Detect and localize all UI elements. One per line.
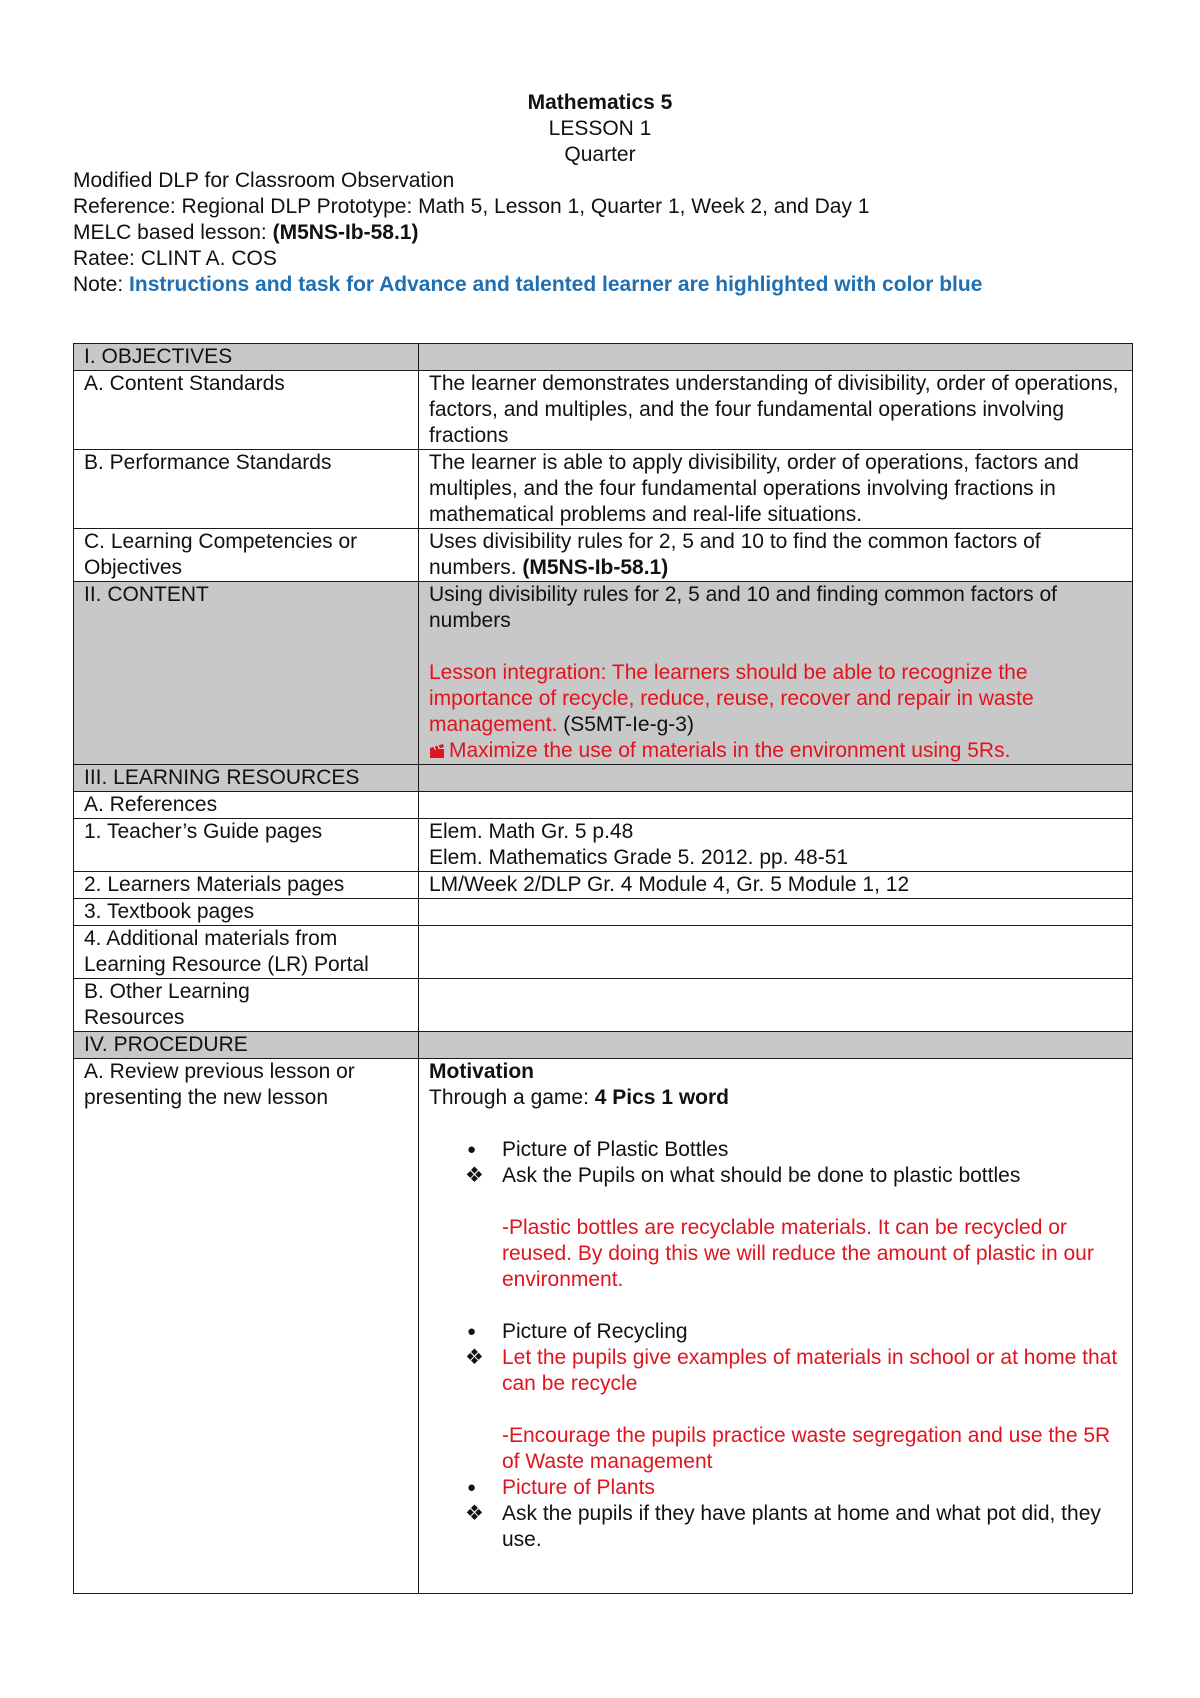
review-cell [419,1059,1133,1594]
motivation-heading: Motivation [429,1060,534,1083]
additional-materials-empty [419,926,1133,979]
resources-empty [419,765,1133,792]
list-item: ● Picture of Plants [467,1476,655,1499]
integration-goal: Maximize the use of materials in the environment using 5Rs. [449,739,1011,762]
objectives-empty [419,344,1133,371]
references-empty [419,792,1133,819]
list-item: ● Picture of Plastic Bottles [467,1138,729,1161]
list-item: ❖ Ask the Pupils on what should be done to plastic bottles [465,1164,1021,1187]
melc-label: MELC based lesson: [73,221,273,244]
integration-code: (S5MT-Ie-g-3) [557,713,694,736]
integration-text: Lesson integration: The learners should be able to recognize the importance of recycle, reduce, reuse, recover and repair in waste management. [429,661,1034,736]
additional-materials-row [74,926,1133,979]
list-item: ❖ Let the pupils give examples of materials in school or at home that can be recycle [465,1346,1118,1395]
bullet-dot-icon: ● [467,1479,477,1496]
additional-materials-label: 4. Additional materials from Learning Resource (LR) Portal [74,926,419,979]
textbook-row [74,899,1133,926]
note-text: Instructions and task for Advance and talented learner are highlighted with color blue [129,273,983,296]
learners-materials-label: 2. Learners Materials pages [74,872,419,899]
procedure-empty [419,1032,1133,1059]
review-label: A. Review previous lesson or presenting the new lesson [74,1059,419,1594]
dlp-type: Modified DLP for Classroom Observation [73,169,455,192]
melc-line [73,220,418,246]
game-label: Through a game: [429,1086,595,1109]
note-line [73,272,982,298]
subject-title: Mathematics 5 [527,91,673,114]
quarter-title: Quarter [564,143,636,166]
resources-row [74,765,1133,792]
bullet-dot-icon: ● [467,1323,477,1340]
list-item: ❖ Ask the pupils if they have plants at home and what pot did, they use. [465,1502,1101,1551]
teachers-guide-line1: Elem. Math Gr. 5 p.48 [429,820,634,843]
list-item: ● Picture of Recycling [467,1320,688,1343]
competencies-row [74,529,1133,582]
diamond-bullet-icon: ❖ [465,1502,484,1525]
objectives-row [74,344,1133,371]
item1-note: -Plastic bottles are recyclable materials. It can be recycled or reused. By doing this we will reduce the amount of plastic in our environment. [502,1216,1094,1291]
clapperboard-icon [429,743,445,759]
ratee-line: Ratee: CLINT A. COS [73,247,277,270]
other-resources-empty [419,979,1133,1032]
competencies-text: Uses divisibility rules for 2, 5 and 10 to find the common factors of numbers. [429,530,1041,579]
teachers-guide-line2: Elem. Mathematics Grade 5. 2012. pp. 48-51 [429,846,849,869]
content-standards-row [74,371,1133,450]
reference-line: Reference: Regional DLP Prototype: Math 5, Lesson 1, Quarter 1, Week 2, and Day 1 [73,195,870,218]
textbook-empty [419,899,1133,926]
textbook-label: 3. Textbook pages [74,899,419,926]
other-resources-row [74,979,1133,1032]
performance-standards-text: The learner is able to apply divisibility, order of operations, factors and multiples, and the four fundamental operations involving fractions in mathematical problems and real-life situations. [419,450,1133,529]
lesson-title: LESSON 1 [548,117,652,140]
diamond-bullet-icon: ❖ [465,1346,484,1369]
procedure-row [74,1032,1133,1059]
learners-materials-value: LM/Week 2/DLP Gr. 4 Module 4, Gr. 5 Module 1, 12 [419,872,1133,899]
competencies-cell [419,529,1133,582]
content-text: Using divisibility rules for 2, 5 and 10 and finding common factors of numbers [429,583,1057,632]
teachers-guide-cell [419,819,1133,872]
dlp-table [73,343,1133,1594]
review-row [74,1059,1133,1594]
content-standards-label: A. Content Standards [74,371,419,450]
teachers-guide-row [74,819,1133,872]
teachers-guide-label: 1. Teacher’s Guide pages [74,819,419,872]
melc-code: (M5NS-Ib-58.1) [272,221,419,244]
performance-standards-row [74,450,1133,529]
game-line [429,1085,1122,1111]
competencies-label: C. Learning Competencies or Objectives [74,529,419,582]
resources-heading: III. LEARNING RESOURCES [74,765,419,792]
objectives-heading: I. OBJECTIVES [74,344,419,371]
content-heading: II. CONTENT [74,582,419,765]
item2-note: -Encourage the pupils practice waste segregation and use the 5R of Waste management [502,1424,1111,1473]
learners-materials-row [74,872,1133,899]
references-row [74,792,1133,819]
competencies-code: (M5NS-Ib-58.1) [522,556,669,579]
procedure-heading: IV. PROCEDURE [74,1032,419,1059]
content-row [74,582,1133,765]
integration-block [429,660,1122,738]
content-standards-text: The learner demonstrates understanding of divisibility, order of operations, factors, and multiples, and the four fundamental operations involving fractions [419,371,1133,450]
content-cell [419,582,1133,765]
note-label: Note: [73,273,130,296]
game-name: 4 Pics 1 word [594,1086,729,1109]
diamond-bullet-icon: ❖ [465,1164,484,1187]
bullet-dot-icon: ● [467,1141,477,1158]
references-label: A. References [74,792,419,819]
other-resources-label: B. Other Learning Resources [74,979,419,1032]
performance-standards-label: B. Performance Standards [74,450,419,529]
integration-goal-line [429,738,1122,764]
